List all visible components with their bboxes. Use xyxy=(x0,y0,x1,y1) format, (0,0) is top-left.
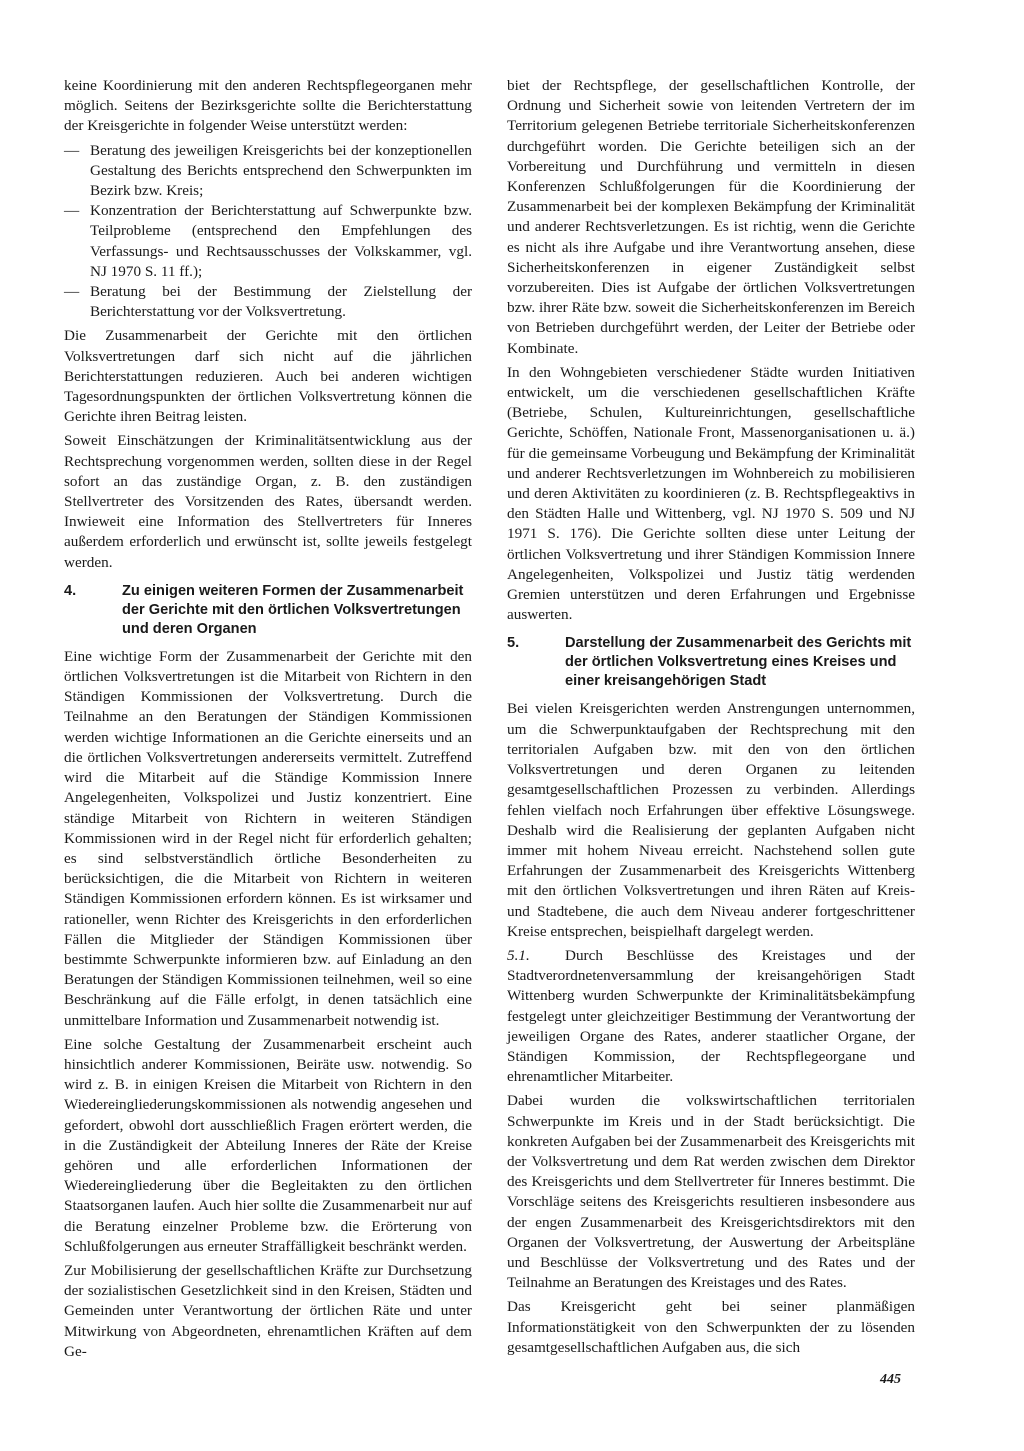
section-number: 4. xyxy=(64,582,77,599)
paragraph: In den Wohngebieten verschiedener Städte wurden Initiativen entwickelt, um die verschiedenen gesellschaftlichen Kräfte (Betriebe, Schulen, Kultureinrichtungen, gesellschaftliche Gerichte, Schöffen, Nationale Front, Massenorganisationen u. ä.) für die gemeinsame Vorbeugung und Bekämpfung der Kriminalität und anderer Rechtsverletzungen im Wohnbereich zu mobilisieren und deren Aktivitäten zu koordinieren (z. B. Rechtspflegeaktivs in den Städten Halle und Wittenberg, vgl. NJ 1970 S. 509 und NJ 1971 S. 176). Die Gerichte sollten diese unter Leitung der örtlichen Volksvertretung und ihrer Ständigen Kommission Innere Angelegenheiten, Volkspolizei und Justiz tätig werdenden Gremien unterstützen und deren Erfahrungen und Ergebnisse auswerten. xyxy=(507,363,915,624)
paragraph xyxy=(507,946,915,1087)
left-column xyxy=(64,76,472,1366)
dash-list xyxy=(64,141,472,323)
section-heading-5 xyxy=(507,634,915,691)
section-heading-4 xyxy=(64,582,472,639)
list-item: — Beratung bei der Bestimmung der Zielstellung der Berichterstattung vor der Volksvertretung. xyxy=(64,282,472,322)
section-title: Zu einigen weiteren Formen der Zusammenarbeit der Gerichte mit den örtlichen Volksvertretungen und deren Organen xyxy=(122,582,464,637)
subsection-number: 5.1. xyxy=(507,946,530,964)
paragraph: Bei vielen Kreisgerichten werden Anstrengungen unternommen, um die Schwerpunktaufgaben der Rechtsprechung mit den territorialen Aufgaben bzw. mit den von den örtlichen Volksvertretungen und deren Organen zu leitenden gesamtgesellschaftlichen Prozessen zu verbinden. Allerdings fehlen vielfach noch Erfahrungen über effektive Lösungswege. Deshalb wird die Realisierung der geplanten Aufgaben nicht immer mit hohem Niveau erreicht. Nachstehend sollen gute Erfahrungen der Zusammenarbeit des Kreisgerichts Wittenberg mit den örtlichen Volksvertretungen und ihren Räten auf Kreis- und Stadtebene, die auch dem Niveau anderer fortgeschrittener Kreise entsprechen, beispielhaft dargelegt werden. xyxy=(507,700,915,940)
subsection-text: Durch Beschlüsse des Kreistages und der Stadtverordnetenversammlung der kreisangehörigen Stadt Wittenberg wurden Schwerpunkte der Kriminalitätsbekämpfung festgelegt unter gleichzeitiger Bestimmung der Verantwortung der jeweiligen Organe des Rates, anderer staatlicher Organe, der Ständigen Kommission, der Rechtspflegeorgane und ehrenamtlicher Mitarbeiter. xyxy=(507,946,915,1086)
paragraph: Zur Mobilisierung der gesellschaftlichen Kräfte zur Durchsetzung der sozialistischen Gesetzlichkeit sind in den Kreisen, Städten und Gemeinden unter Verantwortung der örtlichen Räte und unter Mitwirkung von Abgeordneten, ehrenamtlichen Kräften auf dem Ge- xyxy=(64,1261,472,1360)
list-item: — Beratung des jeweiligen Kreisgerichts bei der konzeptionellen Gestaltung des Berichts entsprechend den Schwerpunkten im Bezirk bzw. Kreis; xyxy=(64,141,472,202)
page-number: 445 xyxy=(880,1372,901,1387)
paragraph: Das Kreisgericht geht bei seiner planmäßigen Informationstätigkeit von den Schwerpunkten der zu lösenden gesamtgesellschaftlichen Aufgaben aus, die sich xyxy=(507,1298,915,1356)
paragraph: Soweit Einschätzungen der Kriminalitätsentwicklung aus der Rechtsprechung vorgenommen werden, sollten diese in der Regel sofort an das zuständige Organ, z. B. den zuständigen Stellvertreter des Vorsitzenden des Rates, übersandt werden. Inwieweit eine Information des Stellvertreters für Inneres außerdem erforderlich und erwünscht ist, sollte jeweils festgelegt werden. xyxy=(64,432,472,571)
paragraph: keine Koordinierung mit den anderen Rechtspflegeorganen mehr möglich. Seitens der Bezirksgerichte sollte die Berichterstattung der Kreisgerichte in folgender Weise unterstützt werden: xyxy=(64,77,472,135)
paragraph: Dabei wurden die volkswirtschaftlichen territorialen Schwerpunkte im Kreis und in der Stadt berücksichtigt. Die konkreten Aufgaben bei der Zusammenarbeit des Kreisgerichts mit der Volksvertretung und dem Rat werden zwischen dem Direktor des Kreisgerichts und dem Stellvertreter für Inneres bestimmt. Die Vorschläge seitens des Kreisgerichts resultieren insbesondere aus der engen Zusammenarbeit des Kreisgerichtsdirektors mit den Organen der Volksvertretung, der Auswertung der Arbeitspläne und Beschlüsse der Volksvertretung und des Rates und der Teilnahme an Beratungen des Kreistages und des Rates. xyxy=(507,1092,915,1292)
paragraph: Eine solche Gestaltung der Zusammenarbeit erscheint auch hinsichtlich anderer Kommissionen, Beiräte usw. notwendig. So wird z. B. in einigen Kreisen die Mitarbeit von Richtern in den Wiedereingliederungskommissionen als notwendig angesehen und gefordert, obwohl dort ausschließlich Fragen erörtert werden, die in die Zuständigkeit der Abteilung Inneres der Räte der Kreise gehören und alle erforderlichen Informationen der Wiedereingliederung über die Begleitakten zu den örtlichen Staatsorganen laufen. Auch hier sollte die Zusammenarbeit nur auf die Beratung einzelner Probleme bzw. die Erörterung von Schlußfolgerungen aus erneuter Straffälligkeit beschränkt werden. xyxy=(64,1035,472,1255)
paragraph: biet der Rechtspflege, der gesellschaftlichen Kontrolle, der Ordnung und Sicherheit sowie von leitenden Vertretern der im Territorium gelegenen Betriebe territoriale Sicherheitskonferenzen durchgeführt worden. Die Gerichte beteiligen sich an der Vorbereitung und Durchführung und vermitteln in diesen Konferenzen Schlußfolgerungen für die Koordinierung der Zusammenarbeit bei der komplexen Bekämpfung der Kriminalität und anderer Rechtsverletzungen. Es ist richtig, wenn die Gerichte es nicht als ihre Aufgabe und ihre Verantwortung ansehen, diese Sicherheitskonferenzen in eigener Zuständigkeit selbst vorzubereiten. Dies ist Aufgabe der örtlichen Volksvertretungen bzw. ihrer Räte bzw. soweit die Sicherheitskonferenzen im Bereich von Betrieben durchgeführt werden, der Leiter der Betriebe oder Kombinate. xyxy=(507,77,915,357)
paragraph: Die Zusammenarbeit der Gerichte mit den örtlichen Volksvertretungen darf sich nicht auf die jährlichen Berichterstattungen reduzieren. Auch bei anderen wichtigen Tagesordnungspunkten der örtlichen Volksvertretung können die Gerichte ihren Beitrag leisten. xyxy=(64,327,472,426)
right-column xyxy=(507,76,915,1362)
list-item: — Konzentration der Berichterstattung auf Schwerpunkte bzw. Teilprobleme (entsprechend den Empfehlungen des Verfassungs- und Rechtsausschusses der Volkskammer, vgl. NJ 1970 S. 11 ff.); xyxy=(64,201,472,282)
section-number: 5. xyxy=(507,635,520,652)
section-title: Darstellung der Zusammenarbeit des Gerichts mit der örtlichen Volksvertretung eines Kreises und einer kreisangehörigen Stadt xyxy=(565,635,912,690)
paragraph: Eine wichtige Form der Zusammenarbeit der Gerichte mit den örtlichen Volksvertretungen ist die Mitarbeit von Richtern in den Ständigen Kommissionen der Volksvertretung. Durch die Teilnahme an den Beratungen der Ständigen Kommissionen werden wichtige Informationen an die Gerichte einerseits und an die örtlichen Volksvertretungen andererseits vermittelt. Zutreffend wird die Mitarbeit auf die Ständige Kommission Innere Angelegenheiten, Volkspolizei und Justiz konzentriert. Eine ständige Mitarbeit von Richtern in weiteren Ständigen Kommissionen wird in der Regel nicht für erforderlich gehalten; es sind selbstverständlich örtliche Besonderheiten zu berücksichtigen, die die Mitarbeit von Richtern in weiteren Ständigen Kommissionen erfordern können. Es ist wirksamer und rationeller, wenn Richter des Kreisgerichts in den erforderlichen Fällen die Mitglieder der Ständigen Kommissionen über bestimmte Schwerpunkte informieren bzw. auf Einladung an den Beratungen der Ständigen Kommissionen teilnehmen, weil so eine Beschränkung auf die Fälle erfolgt, in denen tatsächlich eine unmittelbare Information und Zusammenarbeit notwendig ist. xyxy=(64,647,472,1029)
